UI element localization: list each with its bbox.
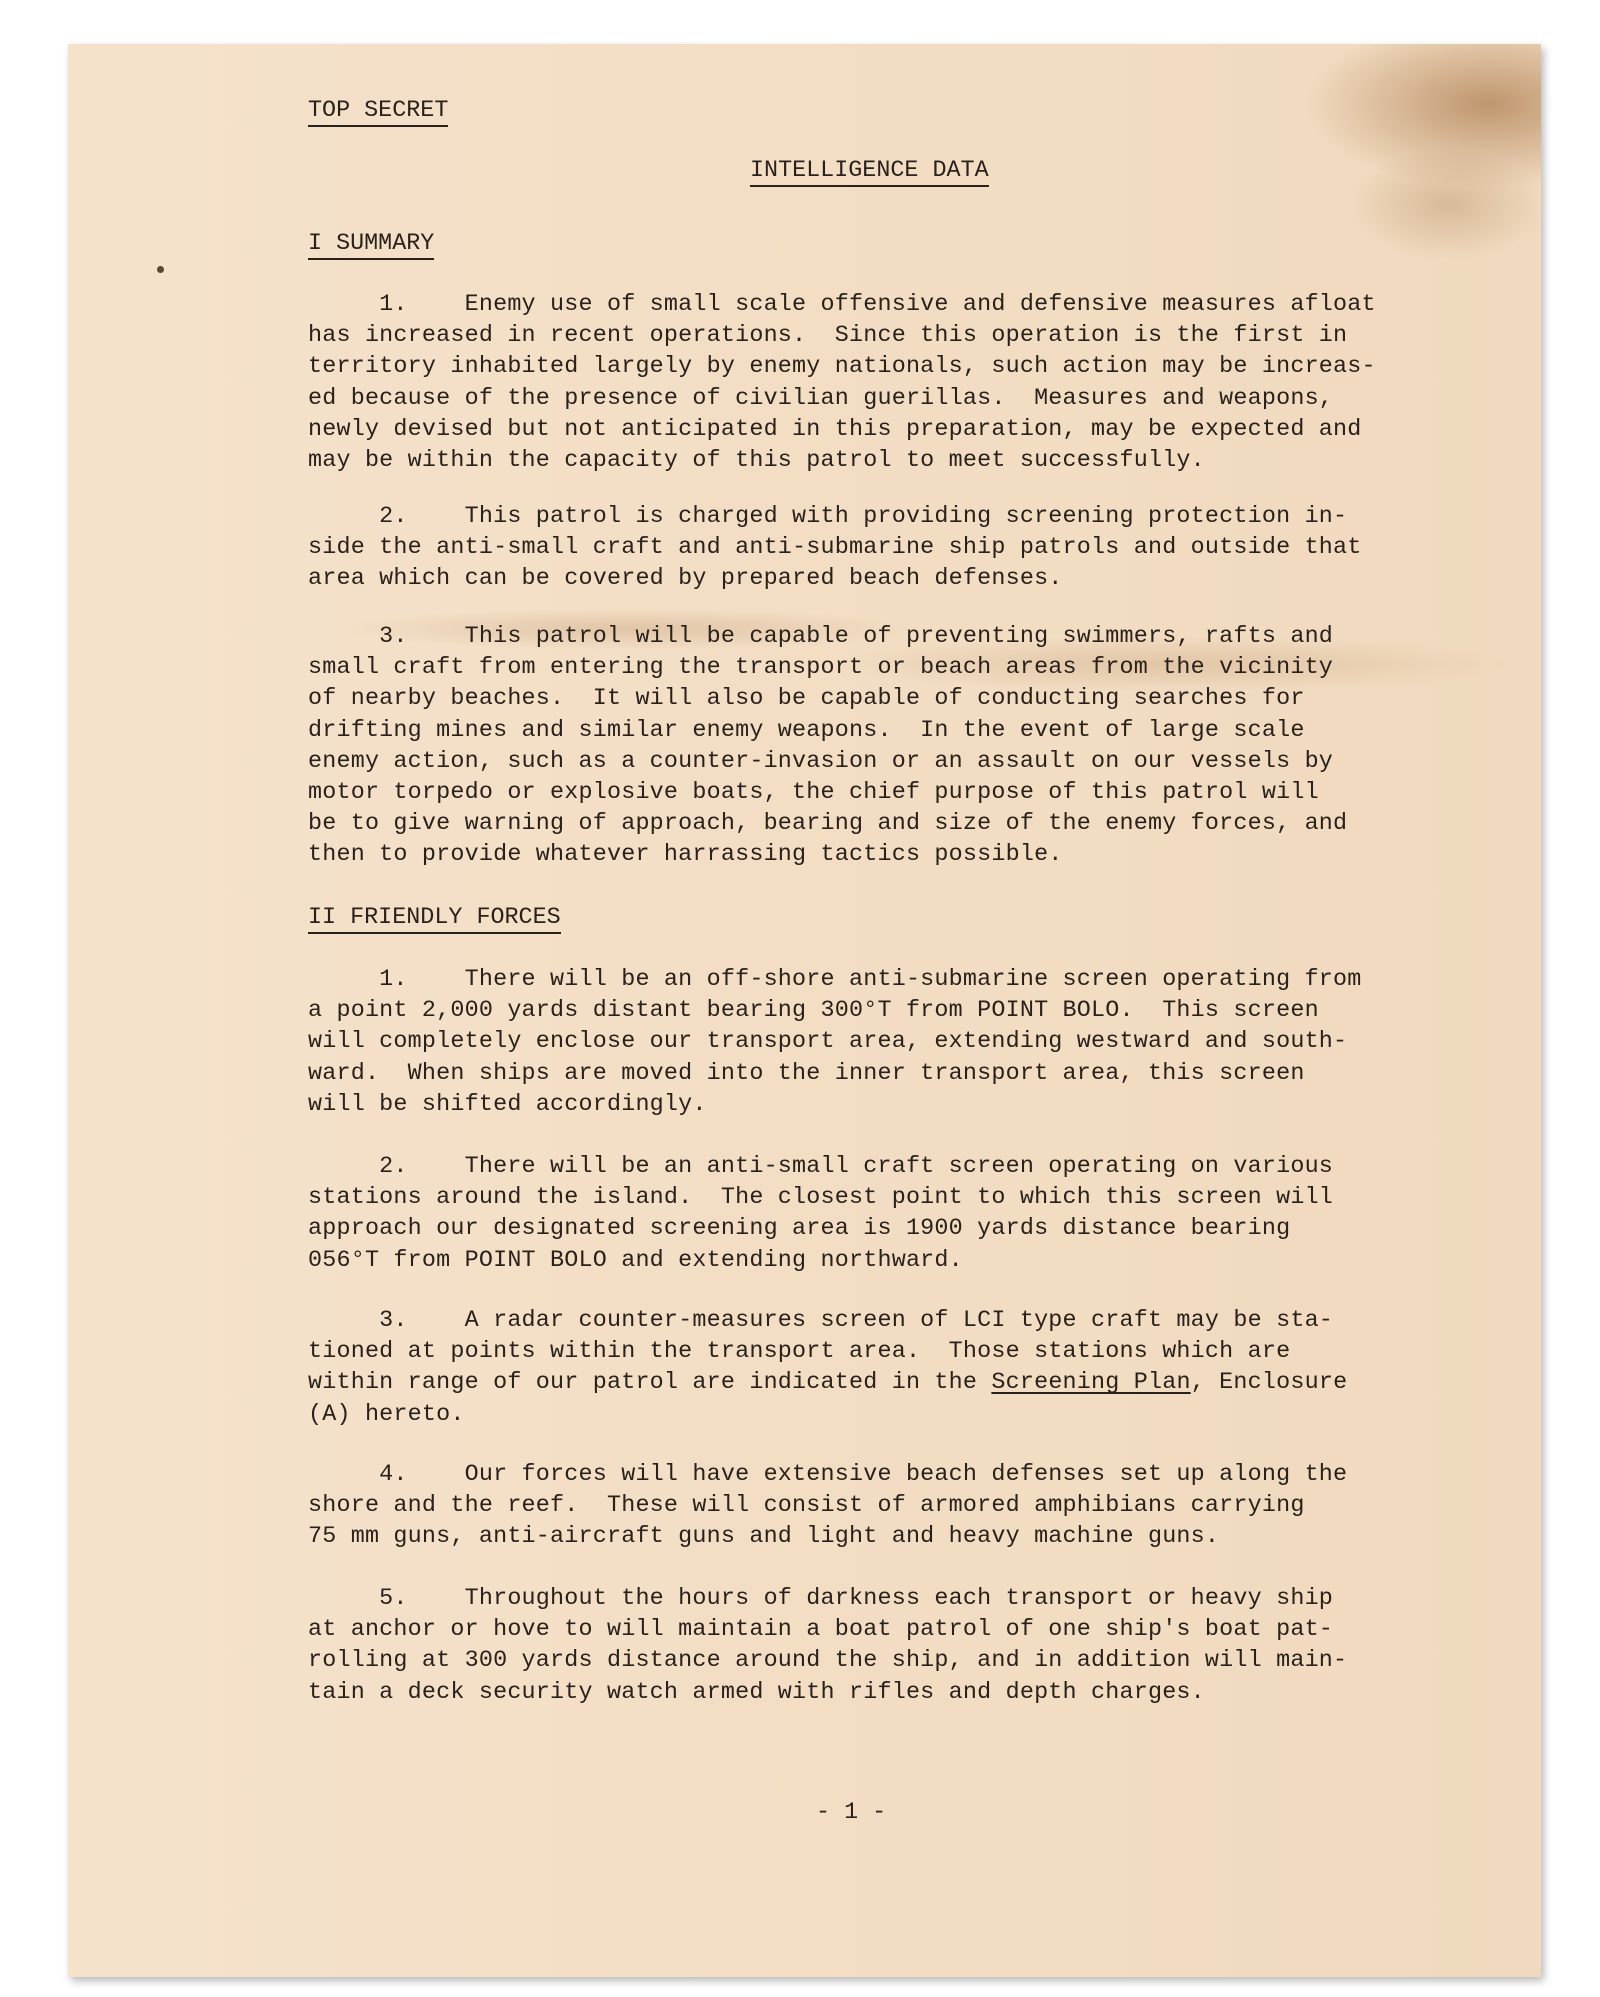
text-line: motor torpedo or explosive boats, the chief purpose of this patrol will: [308, 780, 1319, 807]
classification-marking: [308, 97, 448, 125]
text-line: 056°T from POINT BOLO and extending northward.: [308, 1247, 963, 1274]
text-line: ward. When ships are moved into the inner transport area, this screen: [308, 1060, 1305, 1087]
text-line: area which can be covered by prepared beach defenses.: [308, 566, 1063, 593]
section-heading-summary-text: I SUMMARY: [308, 231, 434, 260]
text-line: has increased in recent operations. Since this operation is the first in: [308, 323, 1348, 350]
section-heading-friendly-forces: [308, 904, 561, 932]
text-line: approach our designated screening area is 1900 yards distance bearing: [308, 1216, 1291, 1243]
text-line: be to give warning of approach, bearing and size of the enemy forces, and: [308, 811, 1348, 838]
text-line: territory inhabited largely by enemy nationals, such action may be increas-: [308, 354, 1376, 381]
section-heading-summary: [308, 230, 434, 258]
text-line: rolling at 300 yards distance around the ship, and in addition will main-: [308, 1648, 1348, 1675]
text-line: at anchor or hove to will maintain a boat patrol of one ship's boat pat-: [308, 1617, 1334, 1644]
text-line: newly devised but not anticipated in this preparation, may be expected and: [308, 416, 1362, 443]
text-line: side the anti-small craft and anti-submarine ship patrols and outside that: [308, 535, 1362, 562]
paragraph: [308, 502, 1362, 596]
enclosure-reference: Screening Plan: [991, 1370, 1191, 1397]
classification-text: TOP SECRET: [308, 98, 448, 127]
paper-speck: [157, 266, 164, 273]
text-line: may be within the capacity of this patrol to meet successfully.: [308, 448, 1205, 475]
text-line: 3. This patrol will be capable of preventing swimmers, rafts and: [308, 624, 1334, 650]
text-line: enemy action, such as a counter-invasion or an assault on our vessels by: [308, 748, 1334, 775]
text-line: 1. There will be an off-shore anti-submarine screen operating from: [308, 967, 1362, 993]
text-line: shore and the reef. These will consist of armored amphibians carrying: [308, 1493, 1305, 1520]
page-number: - 1 -: [816, 1800, 887, 1826]
paragraph: [308, 290, 1376, 477]
text-line: of nearby beaches. It will also be capable of conducting searches for: [308, 686, 1305, 713]
text-line: 2. There will be an anti-small craft screen operating on various: [308, 1154, 1334, 1180]
paragraph: [308, 1460, 1347, 1554]
text-line: tain a deck security watch armed with rifles and depth charges.: [308, 1679, 1205, 1706]
document-title: [750, 157, 989, 185]
text-line: 1. Enemy use of small scale offensive and defensive measures afloat: [308, 292, 1376, 318]
paragraph-text: 3. A radar counter-measures screen of LCI type craft may be sta- tioned at points within the transport area. Those stations which are within range of our patrol are indicated in the: [308, 1308, 1334, 1397]
text-line: small craft from entering the transport or beach areas from the vicinity: [308, 655, 1334, 682]
text-line: 75 mm guns, anti-aircraft guns and light and heavy machine guns.: [308, 1524, 1220, 1551]
paragraph: [308, 1306, 1347, 1431]
paragraph: [308, 1152, 1333, 1277]
paragraph: [308, 1584, 1347, 1709]
paragraph: [308, 622, 1347, 872]
text-line: then to provide whatever harrassing tactics possible.: [308, 842, 1063, 869]
section-heading-friendly-forces-text: II FRIENDLY FORCES: [308, 905, 561, 934]
text-line: will be shifted accordingly.: [308, 1091, 707, 1118]
text-line: 4. Our forces will have extensive beach defenses set up along the: [308, 1462, 1348, 1488]
paragraph-text: , Enclosure (A) hereto.: [308, 1370, 1348, 1428]
text-line: drifting mines and similar enemy weapons. In the event of large scale: [308, 717, 1305, 744]
text-line: ed because of the presence of civilian guerillas. Measures and weapons,: [308, 385, 1334, 412]
paragraph: [308, 965, 1362, 1121]
text-line: will completely enclose our transport area, extending westward and south-: [308, 1029, 1348, 1056]
text-line: 5. Throughout the hours of darkness each transport or heavy ship: [308, 1586, 1334, 1612]
text-line: a point 2,000 yards distant bearing 300°T from POINT BOLO. This screen: [308, 998, 1319, 1025]
text-line: stations around the island. The closest point to which this screen will: [308, 1185, 1334, 1212]
text-line: 2. This patrol is charged with providing screening protection in-: [308, 504, 1348, 530]
document-title-text: INTELLIGENCE DATA: [750, 158, 989, 187]
